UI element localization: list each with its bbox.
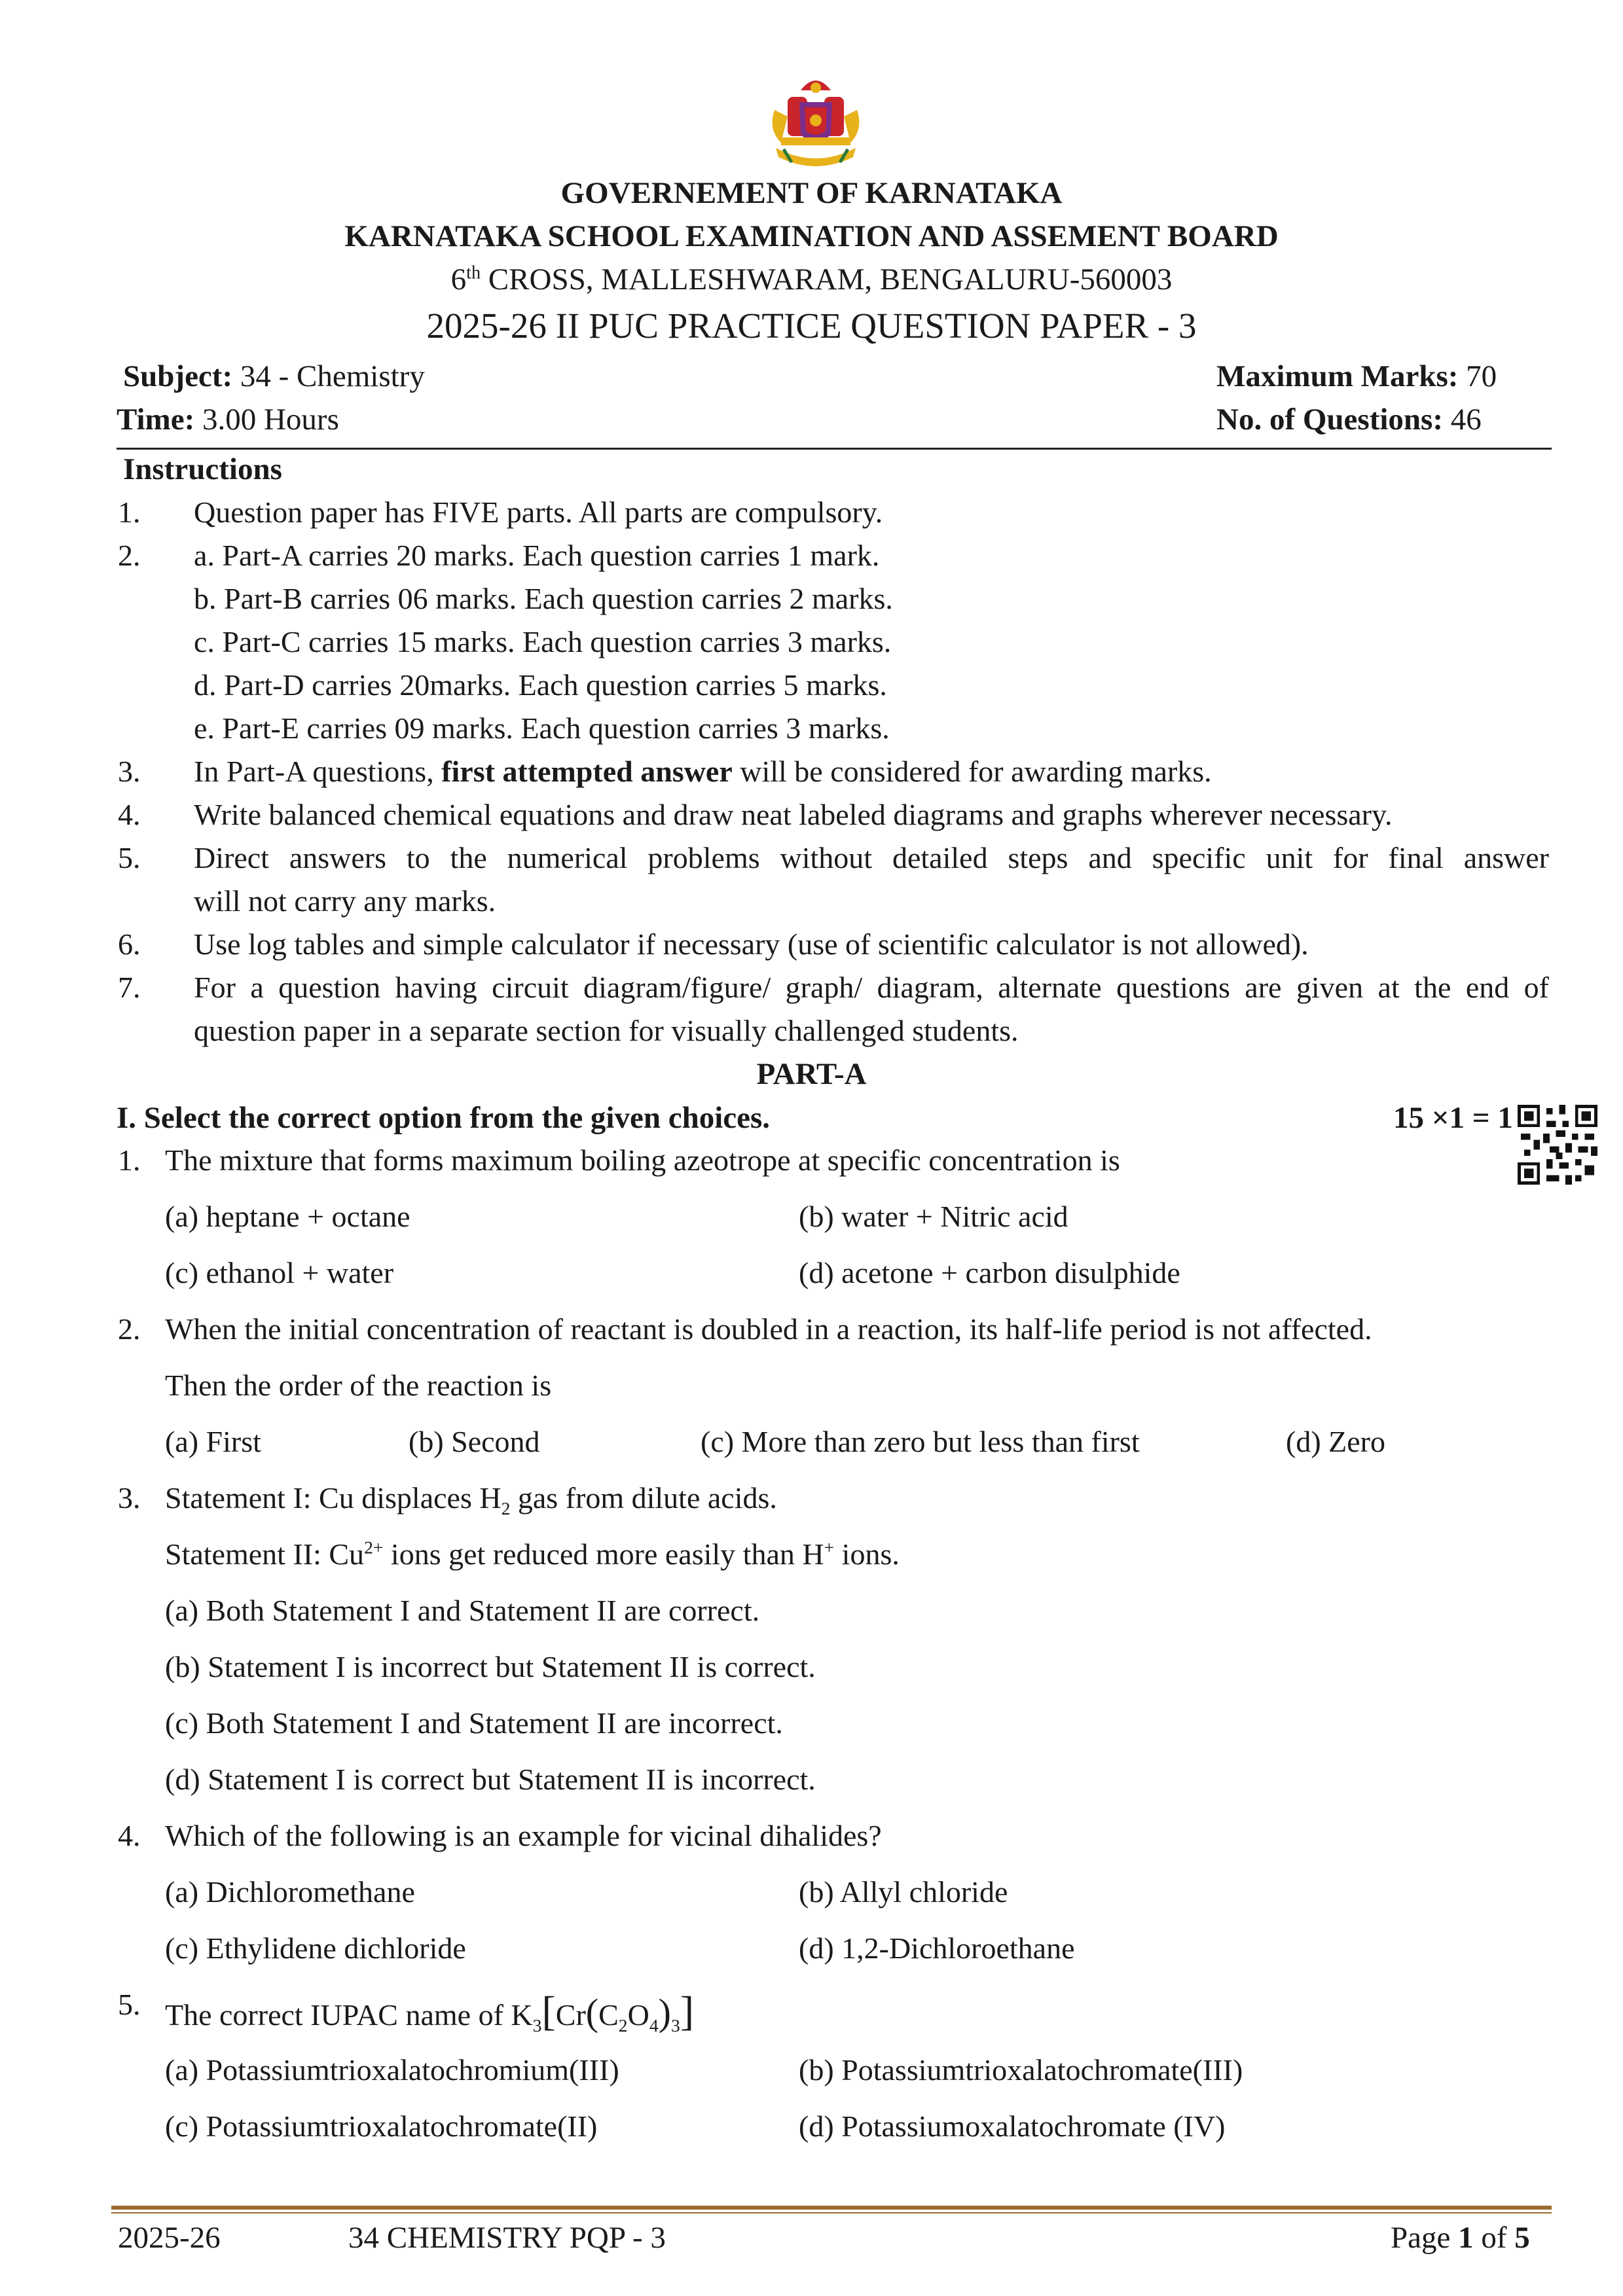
question-number: 3. <box>118 1481 141 1515</box>
instruction-text: Question paper has FIVE parts. All parts are compulsory. <box>194 495 883 529</box>
question-number: 2. <box>118 1312 141 1346</box>
footer-divider-thin <box>111 2212 1552 2214</box>
option-c: (c) More than zero but less than first <box>701 1425 1140 1458</box>
instruction-text: e. Part-E carries 09 marks. Each question carries 3 marks. <box>194 711 890 745</box>
question-text: The mixture that forms maximum boiling azeotrope at specific concentration is <box>165 1143 1120 1177</box>
instruction-text: a. Part-A carries 20 marks. Each question carries 1 mark. <box>194 539 880 572</box>
instruction-text: For a question having circuit diagram/figure/ graph/ diagram, alternate questions are given at the end of <box>194 971 1549 1004</box>
instruction-number: 1. <box>118 495 141 529</box>
instruction-number: 2. <box>118 539 141 572</box>
instruction-text: c. Part-C carries 15 marks. Each question carries 3 marks. <box>194 625 892 658</box>
complex-formula: $K_3[Cr(C_2O_4)_3]$ <box>511 1988 695 2036</box>
page-number: Page 1 of 5 <box>1391 2221 1530 2255</box>
instruction-number: 3. <box>118 755 141 788</box>
option-b: (b) Second <box>409 1425 540 1458</box>
question-number: 5. <box>118 1988 141 2021</box>
board-title: KARNATAKA SCHOOL EXAMINATION AND ASSEMENT BOARD <box>344 219 1279 253</box>
question-text-continued: Then the order of the reaction is <box>165 1369 552 1402</box>
max-marks-line: Maximum Marks: 70 <box>1216 359 1497 393</box>
section-heading: I. Select the correct option from the given choices. <box>117 1101 771 1135</box>
option-b: (b) Allyl chloride <box>799 1875 1008 1909</box>
option-c: (c) ethanol + water <box>165 1256 394 1289</box>
option-d: (d) Potassiumoxalatochromate (IV) <box>799 2109 1226 2143</box>
instruction-text: Direct answers to the numerical problems without detailed steps and specific unit for final answer <box>194 841 1549 874</box>
statement-1: Statement I: Cu displaces $H_2$ gas from dilute acids. <box>165 1481 777 1519</box>
instruction-number: 6. <box>118 927 141 961</box>
option-d: (d) Statement I is correct but Statement II is incorrect. <box>165 1763 816 1796</box>
instruction-text: In Part-A questions, first attempted answer will be considered for awarding marks. <box>194 755 1212 788</box>
option-a: (a) First <box>165 1425 261 1458</box>
num-questions-line: No. of Questions: 46 <box>1216 403 1482 437</box>
instruction-text-continued: question paper in a separate section for visually challenged students. <box>194 1014 1019 1047</box>
option-d: (d) Zero <box>1286 1425 1385 1458</box>
footer-year: 2025-26 <box>118 2221 221 2255</box>
option-d: (d) 1,2-Dichloroethane <box>799 1931 1075 1965</box>
question-number: 4. <box>118 1819 141 1852</box>
question-number: 1. <box>118 1143 141 1177</box>
question-text: When the initial concentration of reactant is doubled in a reaction, its half-life period is not affected. <box>165 1312 1372 1346</box>
option-c: (c) Both Statement I and Statement II are incorrect. <box>165 1706 783 1740</box>
option-a: (a) heptane + octane <box>165 1200 410 1233</box>
option-a: (a) Dichloromethane <box>165 1875 415 1909</box>
option-b: (b) Statement I is incorrect but Statement II is correct. <box>165 1650 816 1683</box>
statement-2: Statement II: $Cu^{2+}$ ions get reduced more easily than H+ ions. <box>165 1537 900 1571</box>
board-address: 6th CROSS, MALLESHWARAM, BENGALURU-560003 <box>450 262 1173 296</box>
instruction-number: 7. <box>118 971 141 1004</box>
question-text: The correct IUPAC name of $K_3[Cr(C_2O_4)_3]$ <box>165 1988 695 2036</box>
option-a: (a) Potassiumtrioxalatochromium(III) <box>165 2053 619 2087</box>
government-title: GOVERNEMENT OF KARNATAKA <box>560 176 1063 210</box>
option-b: (b) water + Nitric acid <box>799 1200 1068 1233</box>
option-c: (c) Ethylidene dichloride <box>165 1931 466 1965</box>
instruction-text: Use log tables and simple calculator if necessary (use of scientific calculator is not allowed). <box>194 927 1309 961</box>
option-d: (d) acetone + carbon disulphide <box>799 1256 1180 1289</box>
instruction-text: d. Part-D carries 20marks. Each question carries 5 marks. <box>194 668 887 702</box>
question-text: Which of the following is an example for vicinal dihalides? <box>165 1819 882 1852</box>
footer-paper-code: 34 CHEMISTRY PQP - 3 <box>348 2221 666 2255</box>
time-line: Time: 3.00 Hours <box>117 403 339 437</box>
qr-code-icon <box>1518 1105 1597 1185</box>
option-b: (b) Potassiumtrioxalatochromate(III) <box>799 2053 1243 2087</box>
instructions-title: Instructions <box>123 452 282 486</box>
section-marks: 15 ×1 = 1 <box>1393 1101 1513 1135</box>
instruction-text: b. Part-B carries 06 marks. Each question carries 2 marks. <box>194 582 893 615</box>
instruction-text-continued: will not carry any marks. <box>194 884 496 918</box>
subject-line: Subject: 34 - Chemistry <box>123 359 425 393</box>
instruction-number: 5. <box>118 841 141 874</box>
instruction-number: 4. <box>118 798 141 831</box>
option-a: (a) Both Statement I and Statement II are correct. <box>165 1594 760 1627</box>
option-c: (c) Potassiumtrioxalatochromate(II) <box>165 2109 598 2143</box>
header-divider <box>117 448 1552 450</box>
footer-divider <box>111 2206 1552 2210</box>
paper-title: 2025-26 II PUC PRACTICE QUESTION PAPER - 3 <box>426 306 1197 346</box>
part-a-title: PART-A <box>756 1057 867 1091</box>
karnataka-emblem-icon <box>761 71 870 175</box>
instruction-text: Write balanced chemical equations and draw neat labeled diagrams and graphs wherever necessary. <box>194 798 1393 831</box>
